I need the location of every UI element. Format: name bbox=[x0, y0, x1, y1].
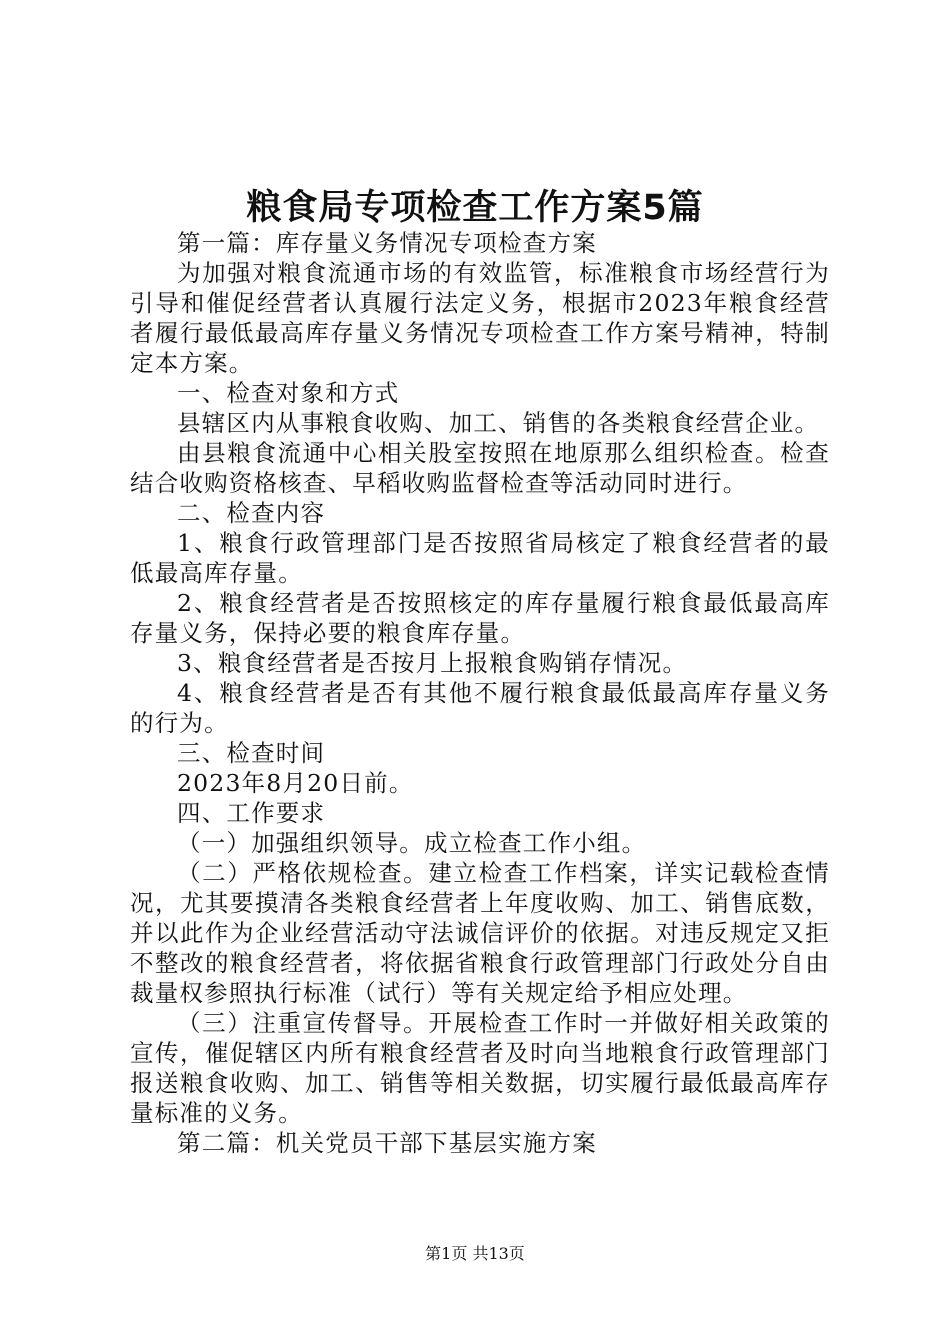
list-item: 2、粮食经营者是否按照核定的库存量履行粮食最低最高库存量义务，保持必要的粮食库存量。 bbox=[130, 589, 830, 647]
section-heading-part-1: 第一篇：库存量义务情况专项检查方案 bbox=[177, 229, 597, 257]
body-paragraph: 2023年8月20日前。 bbox=[177, 769, 414, 797]
section-heading-inspection-time: 三、检查时间 bbox=[177, 739, 326, 767]
body-paragraph: 由县粮食流通中心相关股室按照在地原那么组织检查。检查结合收购资格核查、早稻收购监督检查等活动同时进行。 bbox=[130, 439, 830, 497]
section-heading-inspection-targets: 一、检查对象和方式 bbox=[177, 379, 400, 407]
page-number-footer: 第1页 共13页 bbox=[425, 1244, 525, 1263]
list-item: 1、粮食行政管理部门是否按照省局核定了粮食经营者的最低最高库存量。 bbox=[130, 529, 830, 587]
list-item: 3、粮食经营者是否按月上报粮食购销存情况。 bbox=[177, 649, 688, 677]
list-item: （三）注重宣传督导。开展检查工作时一并做好相关政策的宣传，催促辖区内所有粮食经营者及时向当地粮食行政管理部门报送粮食收购、加工、销售等相关数据，切实履行最低最高库存量标准的义务。 bbox=[130, 1009, 830, 1127]
list-item: 4、粮食经营者是否有其他不履行粮食最低最高库存量义务的行为。 bbox=[130, 679, 830, 737]
document-body bbox=[130, 228, 830, 1158]
document-title: 粮食局专项检查工作方案5篇 bbox=[246, 188, 704, 228]
intro-paragraph: 为加强对粮食流通市场的有效监管，标准粮食市场经营行为引导和催促经营者认真履行法定义务，根据市2023年粮食经营者履行最低最高库存量义务情况专项检查工作方案号精神，特制定本方案。 bbox=[130, 259, 830, 377]
list-item: （二）严格依规检查。建立检查工作档案，详实记载检查情况，尤其要摸清各类粮食经营者上年度收购、加工、销售底数，并以此作为企业经营活动守法诚信评价的依据。对违反规定又拒不整改的粮食经营者，将依据省粮食行政管理部门行政处分自由裁量权参照执行标准（试行）等有关规定给予相应处理。 bbox=[130, 859, 830, 1007]
section-heading-inspection-content: 二、检查内容 bbox=[177, 499, 326, 527]
body-paragraph: 县辖区内从事粮食收购、加工、销售的各类粮食经营企业。 bbox=[177, 409, 820, 437]
list-item: （一）加强组织领导。成立检查工作小组。 bbox=[177, 829, 647, 857]
section-heading-work-requirements: 四、工作要求 bbox=[177, 799, 326, 827]
section-heading-part-2: 第二篇：机关党员干部下基层实施方案 bbox=[177, 1129, 597, 1157]
